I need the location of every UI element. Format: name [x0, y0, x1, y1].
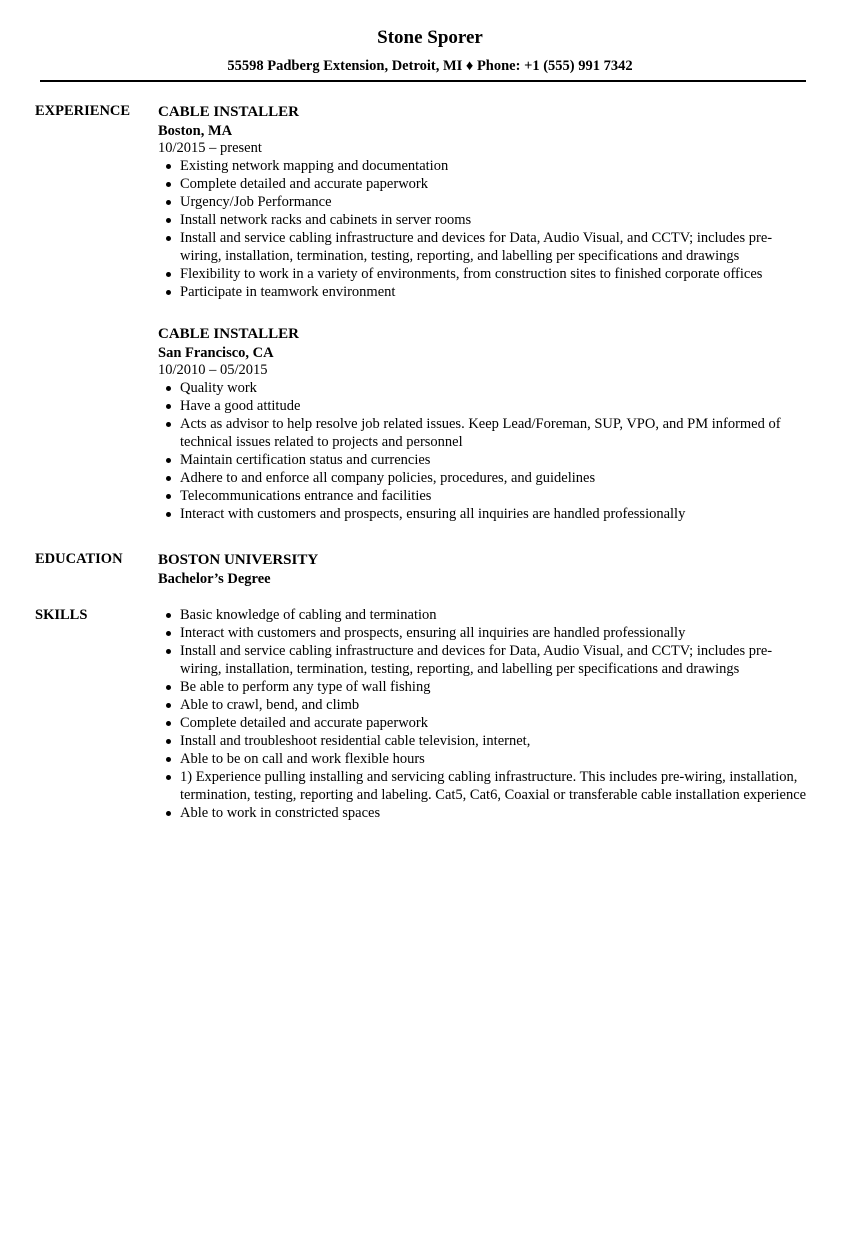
- list-item: Complete detailed and accurate paperwork: [180, 714, 812, 732]
- experience-body: [158, 102, 860, 523]
- job-entry: [158, 324, 812, 523]
- education-section: [35, 550, 860, 588]
- education-heading: EDUCATION: [35, 551, 123, 567]
- list-item: Urgency/Job Performance: [180, 193, 812, 211]
- list-item: Able to work in constricted spaces: [180, 804, 812, 822]
- list-item: Maintain certification status and currencies: [180, 451, 812, 469]
- list-item: Participate in teamwork environment: [180, 283, 812, 301]
- list-item: 1) Experience pulling installing and servicing cabling infrastructure. This includes pre-wiring, installation, termination, testing, reporting and labeling. Cat5, Cat6, Coaxial or transferable cable installation experience: [180, 768, 812, 804]
- skills-heading: SKILLS: [35, 607, 88, 623]
- list-item: Install network racks and cabinets in server rooms: [180, 211, 812, 229]
- list-item: Install and service cabling infrastructure and devices for Data, Audio Visual, and CCTV; includes pre-wiring, installation, termination, testing, reporting, and labelling per specifications and drawings: [180, 229, 812, 265]
- job-title: CABLE INSTALLER: [158, 104, 300, 120]
- job-entry: [158, 102, 812, 301]
- header-divider: [40, 80, 806, 82]
- candidate-name: Stone Sporer: [377, 27, 483, 48]
- skills-section: [35, 606, 860, 822]
- list-item: Be able to perform any type of wall fishing: [180, 678, 812, 696]
- skills-body: [158, 606, 860, 822]
- contact-line: 55598 Padberg Extension, Detroit, MI ♦ Phone: +1 (555) 991 7342: [227, 58, 633, 74]
- education-body: [158, 550, 860, 588]
- list-item: Quality work: [180, 379, 812, 397]
- experience-heading: EXPERIENCE: [35, 103, 131, 119]
- job-title: CABLE INSTALLER: [158, 326, 300, 342]
- resume-header: [0, 0, 860, 75]
- experience-section: [35, 102, 860, 523]
- job-bullets: [158, 379, 812, 523]
- skills-list: [158, 606, 812, 822]
- list-item: Basic knowledge of cabling and termination: [180, 606, 812, 624]
- list-item: Complete detailed and accurate paperwork: [180, 175, 812, 193]
- list-item: Install and troubleshoot residential cable television, internet,: [180, 732, 812, 750]
- job-location: Boston, MA: [158, 123, 233, 139]
- list-item: Install and service cabling infrastructure and devices for Data, Audio Visual, and CCTV; includes pre-wiring, installation, termination, testing, reporting, and labelling per specifications and drawings: [180, 642, 812, 678]
- list-item: Able to crawl, bend, and climb: [180, 696, 812, 714]
- school-name: BOSTON UNIVERSITY: [158, 552, 319, 568]
- list-item: Existing network mapping and documentation: [180, 157, 812, 175]
- list-item: Flexibility to work in a variety of environments, from construction sites to finished corporate offices: [180, 265, 812, 283]
- job-dates: 10/2015 – present: [158, 140, 262, 156]
- list-item: Able to be on call and work flexible hours: [180, 750, 812, 768]
- degree: Bachelor’s Degree: [158, 571, 271, 587]
- job-bullets: [158, 157, 812, 301]
- list-item: Adhere to and enforce all company policies, procedures, and guidelines: [180, 469, 812, 487]
- list-item: Acts as advisor to help resolve job related issues. Keep Lead/Foreman, SUP, VPO, and PM informed of technical issues related to projects and personnel: [180, 415, 812, 451]
- list-item: Interact with customers and prospects, ensuring all inquiries are handled professionally: [180, 624, 812, 642]
- list-item: Interact with customers and prospects, ensuring all inquiries are handled professionally: [180, 505, 812, 523]
- job-dates: 10/2010 – 05/2015: [158, 362, 268, 378]
- list-item: Telecommunications entrance and facilities: [180, 487, 812, 505]
- job-location: San Francisco, CA: [158, 345, 274, 361]
- list-item: Have a good attitude: [180, 397, 812, 415]
